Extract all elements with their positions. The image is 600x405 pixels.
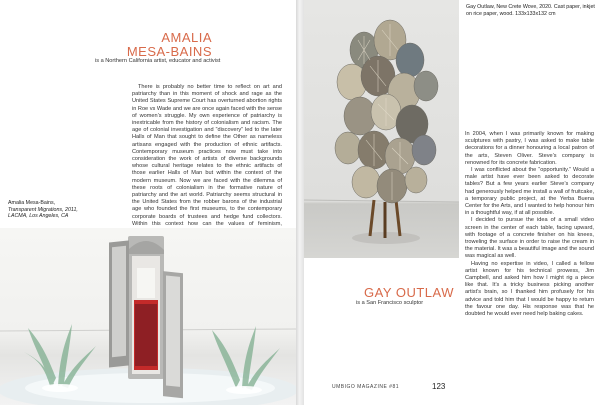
sculpture-illustration [304,0,459,258]
sculpture-caption: Gay Outlaw, New Crete Wove, 2020. Cast paper, inkjet on rice paper, wood. 133x133x132 cm [466,4,595,17]
book-gutter [296,0,304,405]
artist-description: is a San Francisco sculptor [356,300,424,306]
artist-name: GAY OUTLAW [364,285,454,300]
page-number: 123 [432,382,446,391]
artist-name: AMALIA MESA-BAINS [126,30,212,59]
essay-text: There is probably no better time to reflect on art and patriarchy than in this moment of shock and rage as the United States Supreme Court has overturned abortion rights in Roe vs Wade and we are once again faced with the sense of women’s struggle. My own experience of patriarchy is inextricable from the history of colonialism and racism. The age of colonial investigation and “discovery” led to the later Halls of Man that sought to define the Other as nameless artisans engaged with the production of ethnic artifacts. Contemporary museum practices now must take into consideration the work of artists of diverse backgrounds whose cultural heritage relates to the ethnic artifacts of those earlier Halls of Man but within the context of the modern museum. Now we are faced with the dilemma of these roots of colonialism in the formative nature of patriarchy and the art world. Patriarchy seems structural in the United States from the robber barons of the industrial age who founded the first museums, to the contemporary corporate boards of trustees and hedge fund collectors. Within this context how can the values of feminism, [132,84,282,227]
right-page [304,0,600,405]
installation-photo [0,228,296,405]
photo-caption: Amalia Mesa-Bains, Transparent Migrations, 2011, LACMA, Los Angeles, CA [8,200,78,219]
essay-text: In 2004, when I was primarily known for making sculptures with pastry, I was asked to make table decorations for a dinner honouring a local patron of the arts, Steven Oliver. Steve’s company is renowned for its concrete fabrication. I was conflicted about the “opportunity.” Would a male artist have ever been asked to decorate tables? But a few years earlier Steve’s company had generously helped me install a wall of fruitcake, a temporary public project, at the Yerba Buena Center for the Arts, and I wanted to help honour him in a thoughtful way, if at all possible. I decided to pursue the idea of a small video screen in the center of each table, facing upward, with footage of a concrete finisher on his knees, troweling the surface in order to raise the cream in the material. It was a beautiful image and the sound was magical as well. Having no expertise in video, I called a fellow artist known for his technical prowess, Jim Campbell, and asked him how I might rig a piece like that. It’s a tricky business picking another artist’s brain, so I thanked him profusely for his advice and told him that I would be happy to return the favour one day. His response was that he doubted he would ever need help baking cakes. [465,131,594,318]
installation-illustration [0,228,296,405]
left-page [0,0,296,405]
magazine-folio: UMBIGO MAGAZINE #81 [332,384,400,390]
artist-description: is a Northern California artist, educator and activist [95,58,221,64]
sculpture-photo [304,0,459,258]
